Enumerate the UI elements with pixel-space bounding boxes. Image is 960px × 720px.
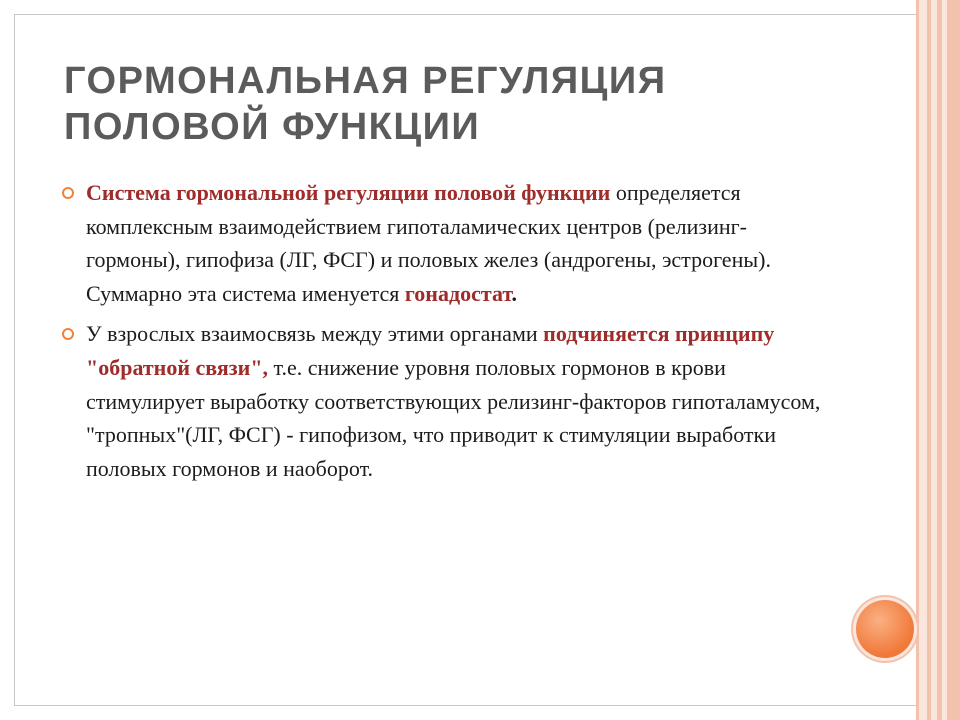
bullet-item-2	[62, 317, 832, 485]
stripe	[916, 0, 919, 720]
slide-title-line-2: ПОЛОВОЙ ФУНКЦИИ	[64, 106, 481, 148]
bullet-1-highlight: Система гормональной регуляции половой функции	[86, 180, 611, 205]
bullet-1-period: .	[511, 280, 518, 306]
bullet-item-1	[62, 176, 832, 310]
orange-circle-icon	[856, 600, 914, 658]
stripe	[927, 0, 931, 720]
ring-bullet-icon	[62, 187, 74, 199]
ring-bullet-icon	[62, 328, 74, 340]
bullet-2-text-end: т.е. снижение уровня половых гормонов в крови стимулирует выработку соответствующих релизинг-факторов гипоталамусом, "тропных"(ЛГ, ФСГ) - гипофизом, что приводит к стимуляции выработки половых гормонов и наоборот.	[86, 354, 821, 481]
decorative-stripes	[916, 0, 960, 720]
slide-title-line-1: ГОРМОНАЛЬНАЯ РЕГУЛЯЦИЯ	[64, 60, 667, 102]
bullet-2-highlight: подчиняется принципу "обратной связи",	[86, 321, 775, 380]
bullet-1-term-gonadostat: гонадостат	[404, 280, 512, 306]
slide-title	[64, 58, 824, 150]
stripe	[937, 0, 942, 720]
bullet-1-text: определяется комплексным взаимодействием гипоталамических центров (релизинг-гормоны), гипофиза (ЛГ, ФСГ) и половых желез (андрогены, эстрогены). Суммарно эта система именуется	[86, 180, 771, 306]
bullet-2-text-start: У взрослых взаимосвязь между этими органами	[86, 321, 544, 347]
stripe	[947, 0, 960, 720]
slide-content	[62, 176, 832, 492]
